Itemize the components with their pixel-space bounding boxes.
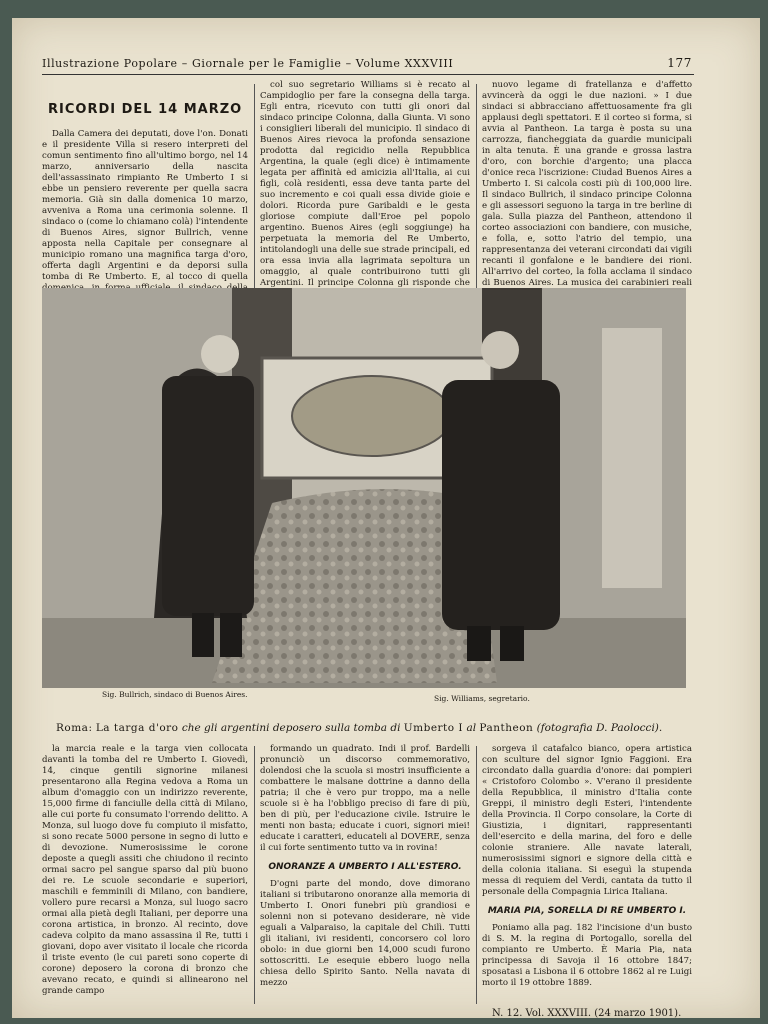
article-column-3 (482, 80, 692, 292)
article-bottom-columns (38, 744, 698, 1006)
section-heading: MARIA PIA, SORELLA DI RE UMBERTO I. (487, 906, 687, 916)
caption-name: Umberto I (403, 722, 464, 734)
article-text: Poniamo alla pag. 182 l'incisione d'un busto di S. M. la regina di Portogallo, sorella del compianto re Umberto. È Maria Pia, nata principessa di Savoja il 16 ottobre 1847; sposatasi a Lisbona il 6 ottobre 1862 al re Luigi morto il 19 ottobre 1889. (482, 923, 692, 988)
bottom-column-3 (482, 744, 692, 1006)
article-top-columns (38, 80, 698, 290)
photo-label-left: Sig. Bullrich, sindaco di Buenos Aires. (102, 690, 248, 699)
article-text: formando un quadrato. Indi il prof. Bardelli pronunciò un discorso commemorativo, dolendosi che la scuola si mostri insufficiente a combattere le malsane dottrine a danno della patria; il che è vero pur troppo, ma a nelle scuole si è ha l'obbligo preciso di fare di più, ben di più, per l'educazione civile. Istruire le menti non basta; educate i cuori, signori miei! educate i caratteri, educateli al DOVERE, senza il cui forte sentimento tutto va in rovina! (260, 744, 470, 853)
column-divider (254, 84, 255, 290)
article-text: D'ogni parte del mondo, dove dimorano italiani si tributarono onoranze alla memoria di Umberto I. Onori funebri più grandiosi e solenni non si potevano desiderare, nè vide eguali a Valparaiso, la capitale del Chilì. Tutti gli italiani, ivi residenti, concorsero col loro obolo: in due giorni ben 14,000 scudi furono sottoscritti. Le esequie ebbero luogo nella chiesa dello Spirito Santo. Nella navata di mezzo (260, 879, 470, 988)
article-column-2 (260, 80, 470, 292)
caption-credit: (fotografia D. Paolocci). (536, 722, 663, 734)
photo-caption (56, 722, 696, 734)
newspaper-page (12, 18, 760, 1018)
page-number: 177 (667, 56, 692, 70)
article-text: Dalla Camera dei deputati, dove l'on. Donati e il presidente Villa si resero interpreti del comun sentimento fino all'ultimo borgo, nel 14 marzo, anniversario della nascita dell'assassinato rimpianto Re Umberto I si ebbe un pensiero reverente per quella sacra memoria. Già sin dalla domenica 10 marzo, avveniva a Roma una cerimonia solenne. Il sindaco o (come lo chiamano colà) l'intendente di Buenos Aires, signor Bullrich, venne apposta nella Capitale per consegnare al municipio romano una magnifica targa d'oro, offerta dagli Argentini e da deporsi sulla tomba di Re Umberto. E, al tocco di quella (42, 129, 248, 282)
header-rule (42, 74, 694, 75)
article-text: nuovo legame di fratellanza e d'affetto avvincerà da oggi le due nazioni. » I due sindaci si abbracciano affettuosamente fra gli applausi degli spettatori. E il corteo si forma, si avvia al Pantheon. La targa è posta su una carrozza, fiancheggiata da guardie municipali in alta tenuta. È una grande e grossa lastra d'oro, con borchie d'argento; una placca d'onice reca l'iscrizione: Ciudad Buenos Aires a Umberto I. Si calcola costi più di 100,000 lire. Il sindaco Bullrich, il sindaco principe Colonna e gli assessori seguono la targa in tre berline di gala. Sulla piazza del Pantheon, attendono il corteo associazioni con bandiere, con musiche, e folla, e, sotto l'atrio del tempio, una rappresentanza dei veterani circondati dai vigili recanti il gonfalone e le bandiere dei rioni. All'arrivo del corteo, la folla acclama il sindaco di Buenos Aires. La musica dei carabinieri reali (482, 80, 692, 288)
issue-footer: N. 12. Vol. XXXVIII. (24 marzo 1901). (492, 1008, 682, 1019)
photo-illustration (42, 288, 686, 688)
caption-place: Pantheon (479, 722, 534, 734)
caption-at: al (466, 722, 477, 734)
running-header (42, 56, 692, 70)
header-title: Illustrazione Popolare – Giornale per le Famiglie – Volume XXXVIII (42, 57, 454, 70)
caption-city: Roma: (56, 722, 93, 734)
caption-text: che gli argentini deposero sulla tomba di (181, 722, 401, 734)
section-heading: ONORANZE A UMBERTO I ALL'ESTERO. (268, 862, 462, 872)
column-divider (476, 746, 477, 1004)
column-divider (476, 84, 477, 290)
caption-subject: La targa d'oro (95, 722, 179, 734)
bottom-column-2 (260, 744, 470, 1006)
article-column-1 (42, 80, 248, 292)
photo-label-right: Sig. Williams, segretario. (434, 694, 530, 703)
bottom-column-1 (42, 744, 248, 1006)
article-text: col suo segretario Williams si è recato al Campidoglio per fare la consegna della targa. Egli entra, ricevuto con tutti gli onori dal sindaco principe Colonna, dalla Giunta. Vi sono i consiglieri liberali del municipio. Il sindaco di Buenos Aires rievoca la profonda sensazione prodotta dal regicidio nella Repubblica Argentina, la quale (egli dice) è intimamente legata per affinità ed amicizia all'Italia, ai cui figli, colà residenti, essa deve tanta parte del suo incremento e coi quali essa divide gioie e dolori. Ricorda pure Garibaldi e le gesta gloriose compiute dall'Eroe pel popolo argentino. Buenos Aires (egli soggiunge) ha perpetuata la memoria del Re Umberto, intitolandogli una delle sue strade principali, ed ora essa invia alla lagrimata sepoltura un omaggio, al quale contribuirono tutti gli Argentini. Il principe Colonna gli risponde che (260, 80, 470, 288)
column-divider (254, 746, 255, 1004)
article-title: RICORDI DEL 14 MARZO (48, 102, 243, 117)
photograph (42, 288, 686, 688)
article-text: la marcia reale e la targa vien collocata davanti la tomba del re Umberto I. Giovedì, 14, cinque gentili signorine milanesi presentarono alla Regina vedova a Roma un album d'omaggio con un indirizzo reverente, 15,000 firme di fanciulle della città di Milano, alle cui porte fu consumato l'orrendo delitto. A Monza, sul luogo dove fu compiuto il misfatto, si sono recate 5000 persone in segno di lutto e di devozione. Numerosissime le corone deposte a quegli assiti che chiudono il recinto ormai sacro pel sangue sparso dal più buono dei re. Le scuole secondarie e superiori, maschili e femminili di Milano, con bandiere, vollero pure recarsi a Monza, sul luogo sacro ormai alla pietà degli Italiani, per deporre una corona artistica, in bronzo. Al recinto, dove cadeva colpito da mano assassina il Re, tutti i giovani, dopo aver visitato il locale che ricorda il triste evento (le cui pareti sono coperte di corone) deposero la corona di bronzo che avevano recato, e quindi si allinearono nel grande campo (42, 744, 248, 996)
article-text: sorgeva il catafalco bianco, opera artistica con sculture del signor Ignio Faggioni. Era circondato dalla guardia d'onore: dai pompieri « Cristoforo Colombo ». V'erano il presidente della Repubblica, il ministro d'Italia conte Greppi, il ministro degli Esteri, l'intendente della Provincia. Il Corpo consolare, la Corte di Giustizia, i dignitari, rappresentanti dell'esercito e della marina, del foro e delle colonie straniere. Alle navate laterali, numerosissimi signori e signore della città e della colonia italiana. Si eseguì la stupenda messa di requiem del Verdi, cantata da tutto il personale della Compagnia Lirica Italiana. (482, 744, 692, 897)
